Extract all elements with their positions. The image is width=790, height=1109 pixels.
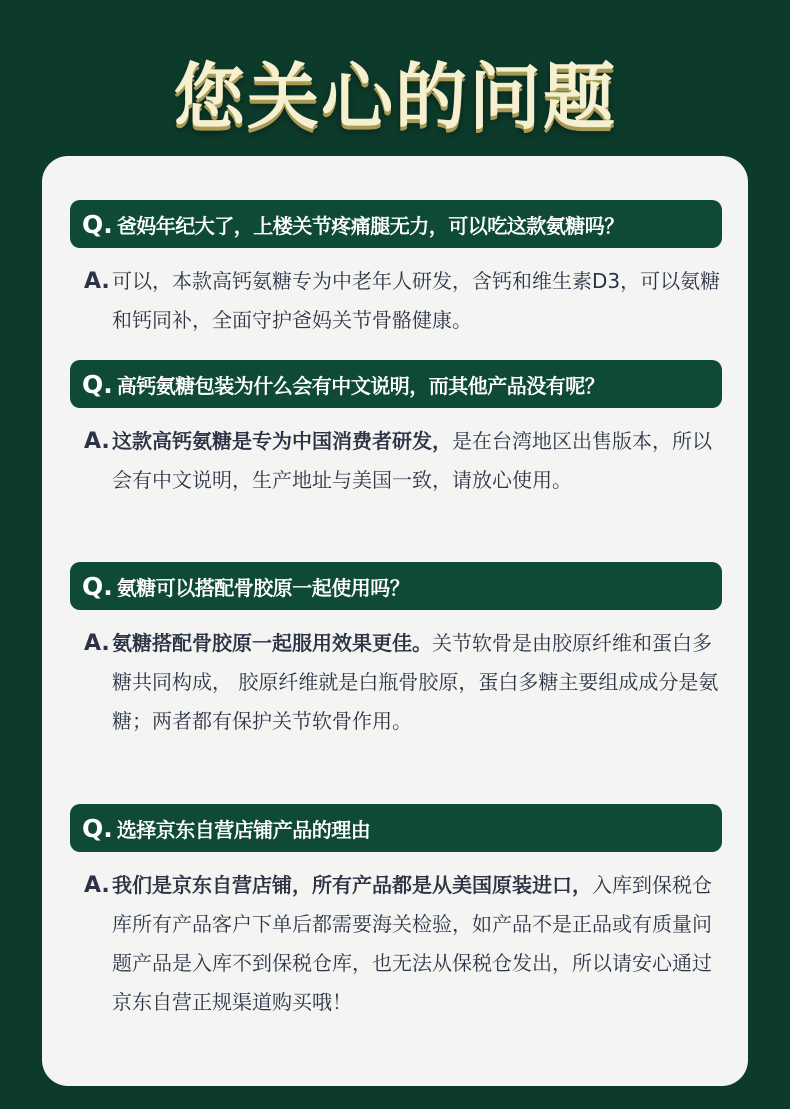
answer-block: [70, 866, 722, 1022]
question-bar: [70, 562, 722, 610]
faq-card: [42, 156, 748, 1086]
answer-text: 入库到保税仓库所有产品客户下单后都需要海关检验，如产品不是正品或有质量问题产品是入库不到保税仓库，也无法从保税仓发出，所以请安心通过京东自营正规渠道购买哦！: [112, 873, 712, 1014]
answer-lead: 我们是京东自营店铺，所有产品都是从美国原装进口，: [112, 873, 592, 897]
question-mark: Q.: [82, 813, 113, 843]
answer-block: [70, 624, 722, 741]
answer-lead: 这款高钙氨糖是专为中国消费者研发，: [112, 429, 452, 453]
question-text: 氨糖可以搭配骨胶原一起使用吗？: [116, 575, 410, 600]
question-mark: Q.: [82, 571, 113, 601]
question-text: 爸妈年纪大了，上楼关节疼痛腿无力，可以吃这款氨糖吗？: [116, 213, 624, 238]
answer-mark: A.: [84, 631, 110, 656]
question-text: 选择京东自营店铺产品的理由: [116, 817, 371, 842]
answer-block: [70, 422, 722, 500]
faq-item-1: [70, 200, 722, 340]
page-title: 您关心的问题: [172, 55, 617, 139]
question-mark: Q.: [82, 369, 113, 399]
answer-text: 关节软骨是由胶原纤维和蛋白多糖共同构成， 胶原纤维就是白瓶骨胶原，蛋白多糖主要组成成分是氨糖；两者都有保护关节软骨作用。: [112, 631, 719, 733]
question-text: 高钙氨糖包装为什么会有中文说明，而其他产品没有呢？: [116, 373, 605, 398]
question-bar: [70, 200, 722, 248]
answer-text: 可以，本款高钙氨糖专为中老年人研发，含钙和维生素D3，可以氨糖和钙同补，全面守护爸妈关节骨骼健康。: [112, 269, 721, 332]
faq-item-3: [70, 562, 722, 741]
answer-block: [70, 262, 722, 340]
faq-item-2: [70, 360, 722, 500]
answer-text: 是在台湾地区出售版本，所以会有中文说明，生产地址与美国一致，请放心使用。: [112, 429, 712, 492]
faq-item-4: [70, 804, 722, 1022]
question-bar: [70, 804, 722, 852]
answer-mark: A.: [84, 269, 110, 294]
answer-lead: 氨糖搭配骨胶原一起服用效果更佳。: [112, 631, 432, 655]
answer-mark: A.: [84, 429, 110, 454]
question-bar: [70, 360, 722, 408]
answer-mark: A.: [84, 873, 110, 898]
question-mark: Q.: [82, 209, 113, 239]
